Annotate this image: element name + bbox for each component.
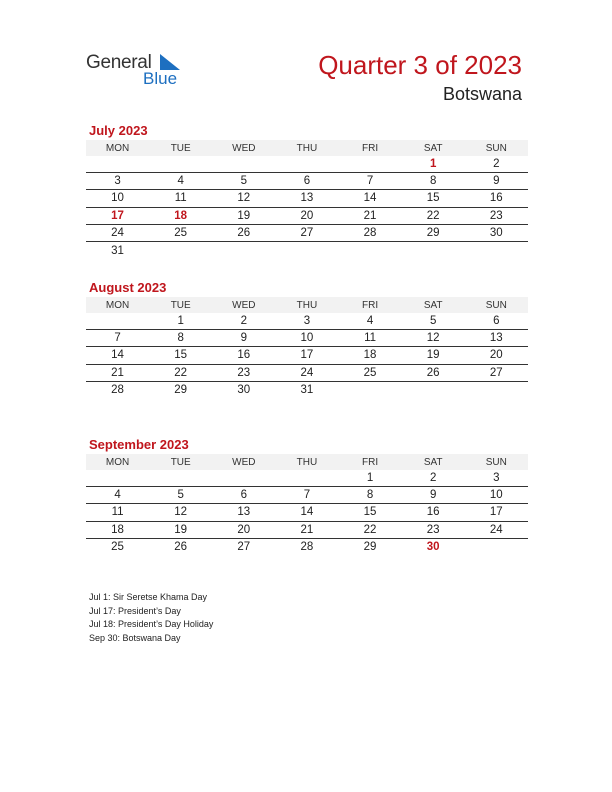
day-cell: 9: [429, 489, 437, 502]
day-cell: 26: [237, 226, 251, 239]
day-cell: 31: [111, 244, 124, 257]
day-cell: 14: [111, 349, 124, 362]
weekday-label: SAT: [423, 299, 443, 311]
weekday-label: THU: [296, 142, 318, 154]
logo-blue-text: Blue: [143, 69, 178, 88]
day-cell: 10: [300, 332, 314, 345]
day-cell: 17: [489, 506, 503, 519]
day-cell: 8: [366, 489, 374, 502]
day-cell: 10: [489, 489, 503, 502]
month-august: [86, 279, 528, 399]
weekday-label: MON: [105, 299, 130, 311]
week-row: [86, 347, 528, 364]
day-cell: 2: [240, 315, 248, 328]
day-cell: 24: [489, 523, 503, 536]
day-cell: 13: [237, 506, 251, 519]
day-cell: 22: [363, 523, 377, 536]
day-cell: 29: [363, 541, 377, 554]
day-cell: 7: [303, 489, 311, 502]
week-row: [86, 382, 528, 399]
day-cell: 6: [240, 489, 248, 502]
weekday-label: MON: [105, 142, 130, 154]
holiday-note: Sep 30: Botswana Day: [89, 632, 181, 643]
day-cell: 6: [303, 175, 311, 188]
week-row: [86, 190, 528, 207]
day-cell: 3: [303, 315, 311, 328]
page-title: Quarter 3 of 2023: [318, 50, 522, 80]
logo-general-text: General: [86, 52, 152, 73]
day-cell: 25: [174, 226, 188, 239]
day-cell: 12: [426, 332, 440, 345]
day-cell: 5: [177, 489, 184, 502]
day-cell: 20: [300, 209, 314, 222]
day-cell: 4: [366, 315, 374, 328]
day-cell: 1: [177, 315, 184, 328]
day-cell: 26: [426, 366, 440, 379]
day-cell: 20: [237, 523, 251, 536]
day-cell: 25: [111, 541, 124, 554]
month-title: July 2023: [89, 123, 148, 138]
day-cell: 7: [114, 332, 121, 345]
week-row: [86, 539, 528, 556]
day-cell: 9: [493, 175, 500, 188]
weekday-header-row: [86, 140, 528, 156]
week-row: [86, 365, 528, 382]
day-cell: 25: [363, 366, 377, 379]
day-cell: 21: [111, 366, 124, 379]
day-cell: 27: [489, 366, 503, 379]
day-cell: 26: [174, 541, 188, 554]
weekday-label: FRI: [362, 299, 379, 311]
month-september: [86, 436, 528, 556]
week-row: [86, 470, 528, 487]
week-row: [86, 225, 528, 242]
day-cell: 27: [237, 541, 251, 554]
day-cell: 5: [240, 175, 248, 188]
week-row: [86, 156, 528, 173]
weekday-label: FRI: [362, 142, 379, 154]
weekday-label: WED: [232, 142, 256, 154]
day-cell: 28: [111, 384, 124, 397]
holiday-note: Jul 1: Sir Seretse Khama Day: [89, 592, 208, 602]
weekday-label: SUN: [485, 456, 507, 468]
logo-flag-icon: [160, 54, 180, 70]
weekday-label: TUE: [170, 456, 191, 468]
day-cell: 2: [493, 158, 500, 171]
country-name: Botswana: [442, 84, 522, 104]
day-cell: 19: [237, 209, 251, 222]
calendar-grid: [86, 297, 528, 399]
month-title: August 2023: [89, 280, 167, 295]
day-cell: 29: [426, 226, 440, 239]
day-cell: 14: [363, 192, 377, 205]
week-row: [86, 522, 528, 539]
weekday-label: TUE: [170, 299, 191, 311]
day-cell: 16: [426, 506, 440, 519]
week-row: [86, 242, 528, 259]
general-blue-logo: [86, 52, 186, 92]
day-cell: 14: [300, 506, 314, 519]
month-july: [86, 122, 528, 259]
day-cell: 9: [240, 332, 248, 345]
weekday-label: WED: [232, 299, 256, 311]
day-cell: 18: [111, 523, 124, 536]
weekday-label: SAT: [423, 456, 443, 468]
holiday-day-cell: 30: [426, 541, 440, 554]
day-cell: 28: [363, 226, 377, 239]
day-cell: 28: [300, 541, 314, 554]
weekday-header-row: [86, 297, 528, 313]
week-row: [86, 313, 528, 330]
holiday-note: Jul 18: President’s Day Holiday: [89, 619, 214, 629]
month-title: September 2023: [89, 437, 189, 452]
weekday-label: SUN: [485, 142, 507, 154]
day-cell: 2: [429, 472, 437, 485]
day-cell: 13: [489, 332, 503, 345]
day-cell: 19: [174, 523, 188, 536]
day-cell: 17: [300, 349, 314, 362]
weekday-label: FRI: [362, 456, 379, 468]
day-cell: 31: [300, 384, 314, 397]
holiday-day-cell: 18: [174, 209, 188, 222]
weekday-label: THU: [296, 299, 318, 311]
week-row: [86, 173, 528, 190]
day-cell: 8: [177, 332, 184, 345]
weekday-label: TUE: [170, 142, 191, 154]
day-cell: 23: [426, 523, 440, 536]
day-cell: 10: [111, 192, 124, 205]
holiday-day-cell: 1: [429, 158, 437, 171]
day-cell: 20: [489, 349, 503, 362]
day-cell: 16: [237, 349, 251, 362]
day-cell: 12: [237, 192, 251, 205]
day-cell: 30: [489, 226, 503, 239]
holiday-day-cell: 17: [111, 209, 124, 222]
week-row: [86, 504, 528, 521]
week-row: [86, 487, 528, 504]
day-cell: 11: [364, 332, 377, 345]
holiday-note: Jul 17: President’s Day: [89, 605, 181, 616]
weekday-label: THU: [296, 456, 318, 468]
day-cell: 19: [426, 349, 440, 362]
day-cell: 21: [363, 209, 377, 222]
day-cell: 6: [493, 315, 500, 328]
day-cell: 1: [366, 472, 374, 485]
day-cell: 15: [426, 192, 440, 205]
day-cell: 23: [489, 209, 503, 222]
calendar-grid: [86, 140, 528, 259]
day-cell: 5: [429, 315, 437, 328]
day-cell: 27: [300, 226, 314, 239]
day-cell: 18: [363, 349, 377, 362]
day-cell: 4: [114, 489, 121, 502]
day-cell: 30: [237, 384, 251, 397]
day-cell: 23: [237, 366, 251, 379]
day-cell: 4: [177, 175, 184, 188]
day-cell: 11: [174, 192, 187, 205]
week-row: [86, 330, 528, 347]
day-cell: 3: [114, 175, 121, 188]
day-cell: 16: [489, 192, 503, 205]
day-cell: 24: [300, 366, 314, 379]
day-cell: 12: [174, 506, 188, 519]
weekday-label: MON: [105, 456, 130, 468]
day-cell: 22: [426, 209, 440, 222]
day-cell: 13: [300, 192, 314, 205]
weekday-label: SAT: [423, 142, 443, 154]
day-cell: 21: [300, 523, 314, 536]
day-cell: 22: [174, 366, 188, 379]
day-cell: 15: [174, 349, 188, 362]
weekday-label: WED: [232, 456, 256, 468]
day-cell: 3: [493, 472, 500, 485]
week-row: [86, 208, 528, 225]
day-cell: 8: [429, 175, 437, 188]
weekday-label: SUN: [485, 299, 507, 311]
weekday-header-row: [86, 454, 528, 470]
calendar-grid: [86, 454, 528, 556]
day-cell: 11: [111, 506, 124, 519]
day-cell: 15: [363, 506, 377, 519]
day-cell: 29: [174, 384, 188, 397]
holiday-notes: [89, 591, 213, 645]
day-cell: 7: [366, 175, 374, 188]
day-cell: 24: [111, 226, 124, 239]
